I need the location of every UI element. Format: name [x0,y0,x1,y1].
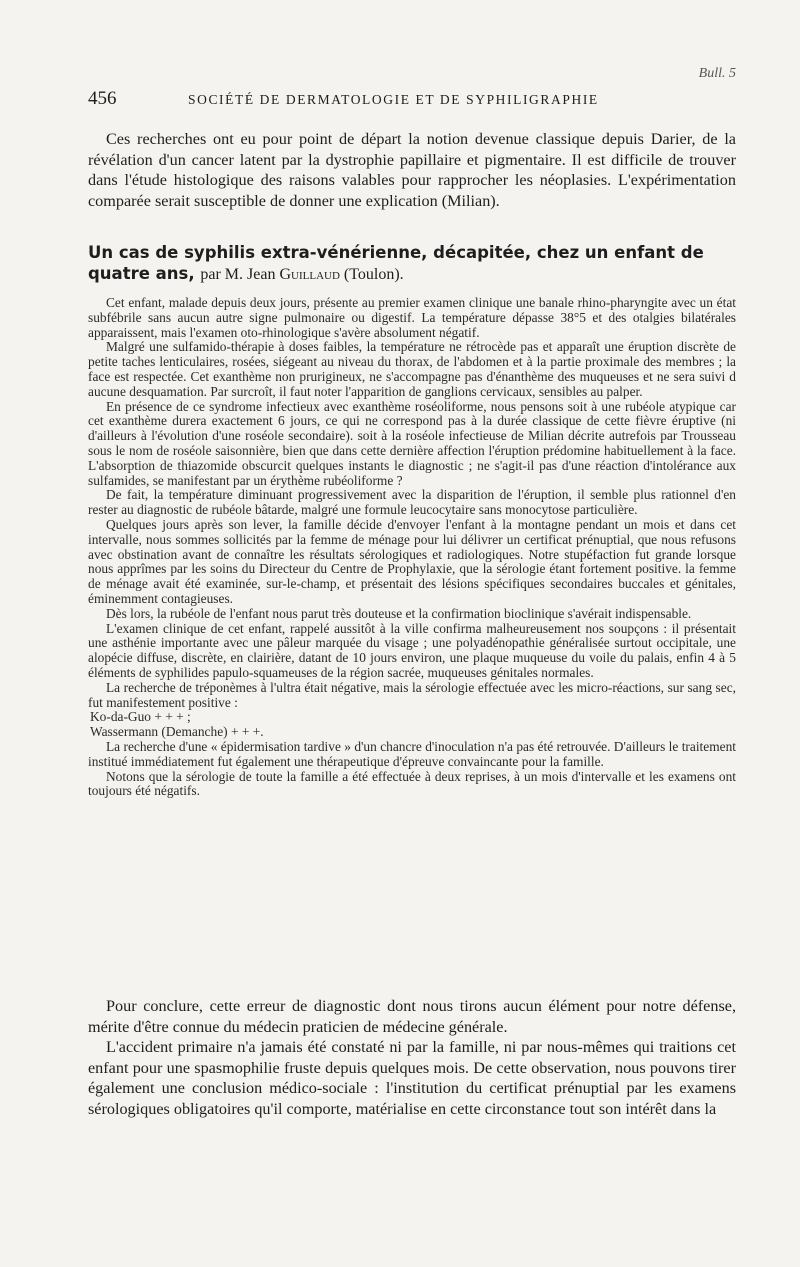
article-title: Un cas de syphilis extra-vénérienne, décapitée, chez un enfant de quatre ans, [88,243,704,283]
body-paragraph: Quelques jours après son lever, la famille décide d'envoyer l'enfant à la montagne pendant un mois et dans cet intervalle, nous sommes sollicités par la femme de ménage pour lui délivrer un certificat prénuptial, que nous refusons avec obstination avant de connaître les résultats sérologiques et radiologiques. Notre stupéfaction fut grande lorsque nous apprîmes par les soins du Directeur du Centre de Prophylaxie, que la sérologie étant fortement positive. la femme de ménage avait été examinée, sur-le-champ, et présentait des lésions spécifiques secondaires buccales et génitales, éminemment contagieuses. [88,516,736,606]
serology-results [88,710,736,740]
intro-paragraph: Ces recherches ont eu pour point de départ la notion devenue classique depuis Darier, de la révélation d'un cancer latent par la dystrophie papillaire et pigmentaire. Il est difficile de trouver dans l'étude histologique des raisons valables pour rapprocher les néoplasies. L'expérimentation comparée serait susceptible de donner une explication (Milian). [88,130,736,210]
conclusion-paragraph: Pour conclure, cette erreur de diagnostic dont nous tirons aucun élément pour notre défense, mérite d'être connue du médecin praticien de médecine générale. [88,997,736,1036]
intro-section [88,129,736,211]
page-number: 456 [88,88,117,109]
byline [200,266,403,283]
byline-prefix: par M. Jean [200,265,276,283]
serology-test: Ko-da-Guo + + + ; [90,709,191,725]
body-paragraph: Dès lors, la rubéole de l'enfant nous parut très douteuse et la confirmation bioclinique s'avérait indispensable. [106,605,692,621]
conclusion-section [88,996,736,1119]
serology-test: Wassermann (Demanche) + + +. [90,724,264,740]
body-paragraph: De fait, la température diminuant progressivement avec la disparition de l'éruption, il semble plus rationnel d'en rester au diagnostic de rubéole bâtarde, malgré une formule leucocytaire sans monocytose particulière. [88,487,736,518]
conclusion-paragraph: L'accident primaire n'a jamais été constaté ni par la famille, ni par nous-mêmes qui traitions cet enfant pour une spasmophilie fruste depuis quelques mois. De cette observation, nous pouvons tirer également une conclusion médico-sociale : l'institution du certificat prénuptial par les examens sérologiques obligatoires qu'il comporte, matérialise en cette circonstance tout son intérêt dans la [88,1038,736,1118]
author-surname: Guillaud [279,265,340,283]
body-paragraph: Notons que la sérologie de toute la famille a été effectuée à deux reprises, à un mois d'intervalle et les examens ont toujours été négatifs. [88,768,736,799]
running-head [88,88,736,110]
body-paragraph: Cet enfant, malade depuis deux jours, présente au premier examen clinique une banale rhino-pharyngite avec un état subfébrile sans aucun autre signe pulmonaire ou digestif. La température dépasse 38°5 et des otalgies bilatérales apparaissent, mais l'examen oto-rhinologique s'avère absolument négatif. [88,295,736,340]
body-paragraph: La recherche de tréponèmes à l'ultra était négative, mais la sérologie effectuée avec les micro-réactions, sur sang sec, fut manifestement positive : [88,679,736,710]
bulletin-number: Bull. 5 [698,66,736,81]
body-paragraph: En présence de ce syndrome infectieux avec exanthème roséoliforme, nous pensons soit à une rubéole atypique car cet exanthème durera exactement 6 jours, ce qui ne correspond pas à la durée classique de cette fièvre éruptive (ni d'ailleurs à l'évolution d'une roséole secondaire). soit à la roséole infectieuse de Milian décrite autrefois par Trousseau sous le nom de roséole saisonnière, bien que dans cette dernière affection l'éruption prédomine habituellement à la face. L'absorption de thiazomide obscurcit quelques instants le diagnostic ; ne s'agit-il pas d'une réaction d'intolérance aux sulfamides, se manifestant par un érythème rubéoliforme ? [88,398,736,488]
journal-title: SOCIÉTÉ DE DERMATOLOGIE ET DE SYPHILIGRAPHIE [188,92,599,107]
author-location: (Toulon). [343,265,404,283]
body-paragraph: L'examen clinique de cet enfant, rappelé aussitôt à la ville confirma malheureusement nos soupçons : il présentait une asthénie importante avec une pâleur marquée du visage ; une polyadénopathie généralisée surtout occipitale, une alopécie diffuse, discrète, en clairière, datant de 10 jours environ, une plaque muqueuse du voile du palais, enfin 4 à 5 éléments de syphilides papulo-squameuses de la région sacrée, muqueuses génitales normales. [88,620,736,680]
body-paragraph: La recherche d'une « épidermisation tardive » d'un chancre d'inoculation n'a pas été retrouvée. D'ailleurs le traitement institué immédiatement fut également une thérapeutique d'épreuve convaincante pour la famille. [88,738,736,769]
article-body [88,296,736,799]
body-paragraph: Malgré une sulfamido-thérapie à doses faibles, la température ne rétrocède pas et apparaît une éruption discrète de petite taches lenticulaires, rosées, siégeant au niveau du thorax, de l'abdomen et à la partie proximale des membres ; la face est respectée. Cet exanthème non prurigineux, ne s'accompagne pas d'énanthème des muqueuses et ne sera suivi d aucune desquamation. Par surcroît, il faut noter l'apparition de ganglions cervicaux, sensibles au palper. [88,339,736,399]
article-title-block [88,243,736,285]
